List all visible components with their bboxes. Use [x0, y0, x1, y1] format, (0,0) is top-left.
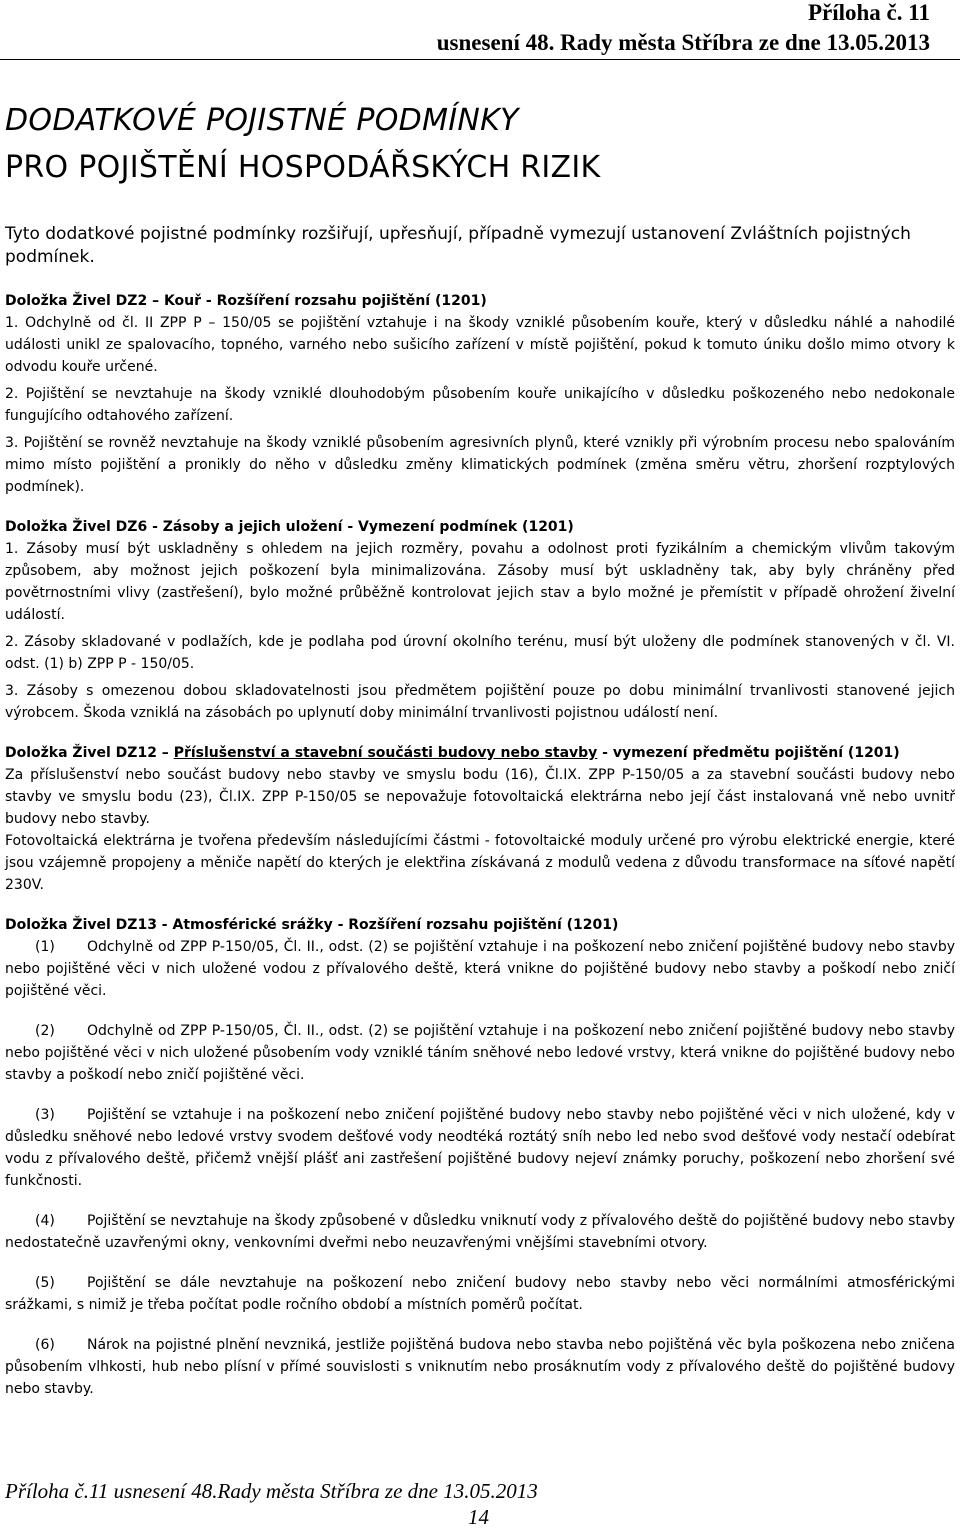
document-title-line1: DODATKOVÉ POJISTNÉ PODMÍNKY: [5, 103, 519, 138]
item-text: Nárok na pojistné plnění nevzniká, jestliže pojištěná budova nebo stavba nebo pojištěná věc byla poškozena nebo zničena působením vlhkosti, hub nebo plísní v přímé souvislosti s vniknutím nebo prosáknutím vody z přívalového deště do pojištěné budovy nebo stavby.: [5, 1337, 955, 1397]
clause-dz13-item: [5, 1020, 955, 1086]
item-number: (5): [35, 1275, 55, 1291]
item-number: (3): [35, 1107, 55, 1123]
item-text: Odchylně od ZPP P-150/05, Čl. II., odst. (2) se pojištění vztahuje i na poškození nebo zničení pojištěné budovy nebo stavby nebo pojištěné věci v nich uložené vodou z přívalového deště, která vnikne do pojištěné budovy nebo stavby a poškodí nebo zničí pojištěné věci.: [5, 939, 955, 999]
clause-dz12-title-prefix: Doložka Živel DZ12 –: [5, 745, 174, 761]
intro-paragraph: Tyto dodatkové pojistné podmínky rozšiřují, upřesňují, případně vymezují ustanovení Zvláštních pojistných podmínek.: [5, 224, 911, 267]
item-number: (1): [35, 939, 55, 955]
item-text: Odchylně od ZPP P-150/05, Čl. II., odst. (2) se pojištění vztahuje i na poškození nebo zničení pojištěné budovy nebo stavby nebo pojištěné věci v nich uložené působením vody vzniklé táním sněhové nebo ledové vrstvy, která vnikne do pojištěné budovy nebo stavby a poškodí nebo zničí pojištěné věci.: [5, 1023, 955, 1083]
clause-dz2-p3: 3. Pojištění se rovněž nevztahuje na škody vzniklé působením agresivních plynů, které vznikly při výrobním procesu nebo spalováním mimo místo pojištění a pronikly do něho v důsledku změny klimatických podmínek (změna směru větru, zhoršení rozptylových podmínek).: [5, 435, 955, 495]
header-resolution: usnesení 48. Rady města Stříbra ze dne 13.05.2013: [436, 30, 930, 55]
item-text: Pojištění se vztahuje i na poškození nebo zničení pojištěné budovy nebo stavby nebo pojištěné věci v nich uložené, kdy v důsledku sněhové nebo ledové vrstvy svodem dešťové vody neodtéká roztátý sníh nebo led nebo svod dešťové vody nestačí odebírat vodu z přívalového deště, přičemž vnější plášť ani zastřešení pojištěné budovy nejeví známky poruchy, poškození nebo zhoršení své funkčnosti.: [5, 1107, 955, 1189]
item-number: (2): [35, 1023, 55, 1039]
clause-dz13-title: Doložka Živel DZ13 - Atmosférické srážky - Rozšíření rozsahu pojištění (1201): [5, 917, 619, 933]
clause-dz6-p1: 1. Zásoby musí být uskladněny s ohledem na jejich rozměry, povahu a odolnost proti fyzikálním a chemickým vlivům takovým způsobem, aby možnost jejich poškození byla minimalizována. Zásoby musí být uskladněny tak, aby byly chráněny před povětrnostními vlivy (zastřešení), bylo možné průběžně kontrolovat jejich stav a bylo možné je přemístit v případě ohrožení živelní událostí.: [5, 541, 955, 623]
page-number: 14: [468, 1505, 489, 1529]
clause-dz12-p2: Fotovoltaická elektrárna je tvořena především následujícími částmi - fotovoltaické moduly určené pro výrobu elektrické energie, které jsou vzájemně propojeny a měniče napětí do kterých je elektřina získávaná z modulů vedena z důvodu transformace na síťové napětí 230V.: [5, 833, 955, 893]
page-footer: Příloha č.11 usnesení 48.Rady města Stříbra ze dne 13.05.2013: [5, 1479, 538, 1503]
clause-dz12-title: [5, 742, 955, 764]
item-number: (6): [35, 1337, 55, 1353]
header-divider: [0, 59, 960, 60]
clause-dz13-item: [5, 1272, 955, 1316]
document-body: [5, 290, 955, 1400]
clause-dz13-item: [5, 1104, 955, 1192]
clause-dz13-item: [5, 936, 955, 1002]
item-text: Pojištění se dále nevztahuje na poškození nebo zničení budovy nebo stavby nebo věci normálními atmosférickými srážkami, s nimiž je třeba počítat podle ročního období a místních poměrů počítat.: [5, 1275, 955, 1313]
clause-dz12-title-suffix: - vymezení předmětu pojištění (1201): [597, 745, 900, 761]
clause-dz12-p1: Za příslušenství nebo součást budovy nebo stavby ve smyslu bodu (16), Čl.IX. ZPP P-150/05 a za stavební součásti budovy nebo stavby ve smyslu bodu (23), Čl.IX. ZPP P-150/05 se nepovažuje fotovoltaická elektrárna nebo její část instalovaná vně nebo uvnitř budovy nebo stavby.: [5, 767, 955, 827]
clause-dz13-item: [5, 1210, 955, 1254]
header-attachment: Příloha č. 11: [807, 0, 930, 25]
clause-dz6-title: Doložka Živel DZ6 - Zásoby a jejich uložení - Vymezení podmínek (1201): [5, 519, 574, 535]
clause-dz13-item: [5, 1334, 955, 1400]
document-title-line2: PRO POJIŠTĚNÍ HOSPODÁŘSKÝCH RIZIK: [5, 150, 601, 185]
clause-dz6-p3: 3. Zásoby s omezenou dobou skladovatelnosti jsou předmětem pojištění pouze po dobu minimální trvanlivosti stanovené jejich výrobcem. Škoda vzniklá na zásobách po uplynutí doby minimální trvanlivosti pojistnou událostí není.: [5, 683, 955, 721]
clause-dz2-p1: 1. Odchylně od čl. II ZPP P – 150/05 se pojištění vztahuje i na škody vzniklé působením kouře, který v důsledku náhlé a nahodilé události unikl ze spalovacího, topného, varného nebo sušicího zařízení v místě pojištění, pokud k tomuto úniku došlo mimo otvory k odvodu kouře určené.: [5, 315, 955, 375]
item-number: (4): [35, 1213, 55, 1229]
item-text: Pojištění se nevztahuje na škody způsobené v důsledku vniknutí vody z přívalového deště do pojištěné budovy nebo stavby nedostatečně uzavřenými okny, venkovními dveřmi nebo neuzavřenými vnějšími stavebními otvory.: [5, 1213, 955, 1251]
clause-dz6-p2: 2. Zásoby skladované v podlažích, kde je podlaha pod úrovní okolního terénu, musí být uloženy dle podmínek stanovených v čl. VI. odst. (1) b) ZPP P - 150/05.: [5, 634, 955, 672]
clause-dz2-title: Doložka Živel DZ2 – Kouř - Rozšíření rozsahu pojištění (1201): [5, 293, 487, 309]
clause-dz2-p2: 2. Pojištění se nevztahuje na škody vzniklé dlouhodobým působením kouře unikajícího v důsledku poškozeného nebo nedokonale fungujícího odtahového zařízení.: [5, 386, 955, 424]
clause-dz12-title-subject: Příslušenství a stavební součásti budovy nebo stavby: [173, 745, 598, 761]
